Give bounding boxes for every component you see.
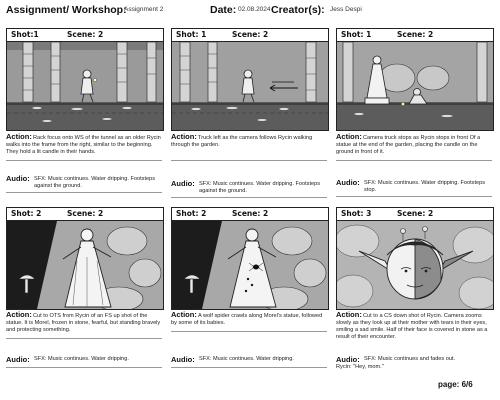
page-number: page: 6/6 bbox=[438, 380, 473, 389]
panel-tag: Shot: 2 Scene: 2 bbox=[6, 207, 164, 221]
creators-label: Creator(s): bbox=[271, 4, 325, 16]
audio-text: SFX: Music continues. Water dripping. bbox=[34, 356, 129, 362]
date-label: Date: bbox=[210, 4, 237, 16]
action-text: Rack focus onto WS of the tunnel as an older Rycin walks into the frame from the right, similar to the beginning. They hold a lit candle in their hands. bbox=[6, 135, 161, 155]
action-text: Cut to a CS down shot of Rycin. Camera zooms slowly as they look up at their mother with tears in their eyes, smiling a sad smile. Half of their face is covered in stone as a result of their encounter. bbox=[336, 313, 488, 340]
shot-number: 2 bbox=[201, 209, 207, 218]
panel-tag: Shot: 1 Scene: 2 bbox=[171, 28, 329, 42]
shot-number: 1 bbox=[366, 30, 372, 39]
shot-number: 1 bbox=[33, 30, 39, 39]
page-value: 6/6 bbox=[461, 380, 473, 389]
action-text: A wolf spider crawls along Morel's statue, followed by some of its babies. bbox=[171, 313, 323, 326]
audio-label: Audio: bbox=[171, 179, 195, 188]
shot-number: 3 bbox=[366, 209, 372, 218]
scene-number: 2 bbox=[262, 209, 269, 218]
audio-dialogue: Rycin: "Hey, mom." bbox=[336, 364, 384, 370]
panel-drawing-tunnel-walk bbox=[6, 41, 164, 131]
shot-number: 2 bbox=[36, 209, 42, 218]
creators-value: Jess Despi bbox=[330, 6, 362, 13]
scene-number: 2 bbox=[97, 30, 104, 39]
action-text: Truck left as the camera follows Rycin walking through the garden. bbox=[171, 135, 313, 148]
audio-label: Audio: bbox=[336, 178, 360, 187]
audio-text: SFX: Music continues. Water dripping. Footsteps against the ground. bbox=[34, 176, 156, 189]
assignment-value: Assignment 2 bbox=[124, 6, 164, 13]
audio-label: Audio: bbox=[171, 355, 195, 364]
date-value: 02.08.2024 bbox=[238, 6, 271, 13]
scene-number: 2 bbox=[427, 209, 434, 218]
audio-label: Audio: bbox=[6, 174, 30, 183]
panel-drawing-rycin-closeup bbox=[336, 220, 494, 310]
audio-text: SFX: Music continues. Water dripping. Footsteps stop. bbox=[364, 180, 486, 193]
panel-drawing-garden-truck bbox=[171, 41, 329, 131]
audio-label: Audio: bbox=[6, 355, 30, 364]
action-label: Action: bbox=[171, 310, 197, 319]
action-label: Action: bbox=[6, 132, 32, 141]
panel-tag: Shot: 3 Scene: 2 bbox=[336, 207, 494, 221]
panel-tag: Shot:1 Scene: 2 bbox=[6, 28, 164, 42]
action-label: Action: bbox=[336, 310, 362, 319]
audio-text: SFX: Music continues. Water dripping. Footsteps against the ground. bbox=[199, 181, 321, 194]
assignment-label: Assignment/ Workshop: bbox=[6, 4, 127, 16]
panel-drawing-wolf-spider bbox=[171, 220, 329, 310]
action-text: Camera truck stops as Rycin stops in front Of a statue at the end of the garden, placing the candle on the ground in front of it. bbox=[336, 135, 481, 155]
scene-number: 2 bbox=[97, 209, 104, 218]
shot-number: 1 bbox=[201, 30, 207, 39]
action-label: Action: bbox=[336, 132, 362, 141]
scene-number: 2 bbox=[427, 30, 434, 39]
audio-text: SFX: Music continues and fades out. bbox=[364, 356, 456, 362]
panel-tag: Shot: 1 Scene: 2 bbox=[336, 28, 494, 42]
action-label: Action: bbox=[171, 132, 197, 141]
scene-number: 2 bbox=[262, 30, 269, 39]
audio-label: Audio: bbox=[336, 355, 360, 364]
panel-drawing-morel-statue-ots bbox=[6, 220, 164, 310]
audio-text: SFX: Music continues. Water dripping. bbox=[199, 356, 294, 362]
action-text: Cut to OTS from Rycin of an FS up shot of the statue. It is Morel, frozen in stone, fearful, but standing bravely and protecting something. bbox=[6, 313, 161, 333]
panel-tag: Shot: 2 Scene: 2 bbox=[171, 207, 329, 221]
action-label: Action: bbox=[6, 310, 32, 319]
storyboard-header bbox=[6, 4, 494, 20]
panel-drawing-statue-candle bbox=[336, 41, 494, 131]
